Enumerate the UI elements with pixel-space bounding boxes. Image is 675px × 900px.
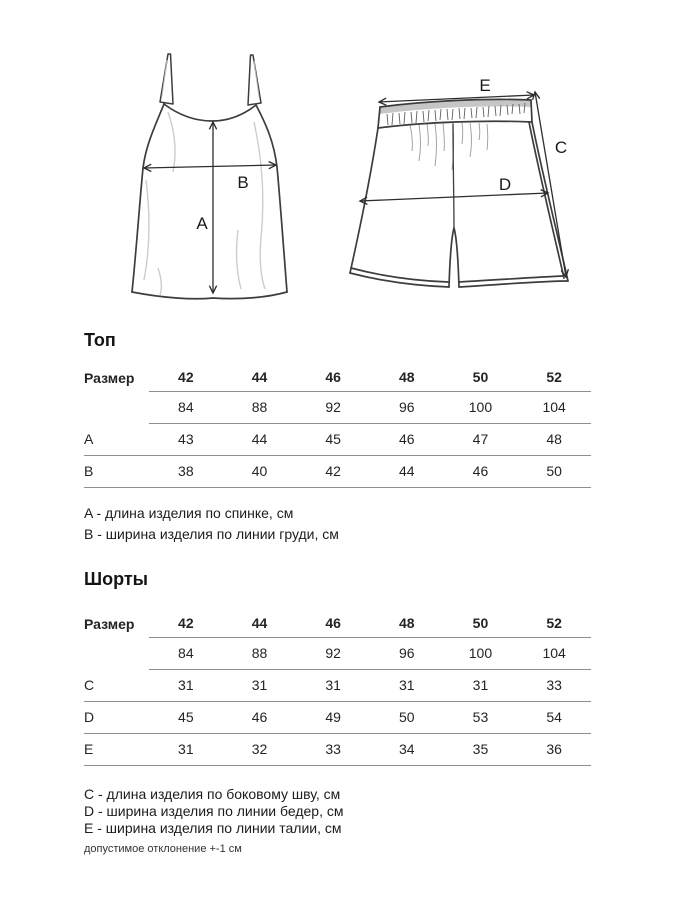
row-label: A bbox=[84, 423, 149, 455]
legend-line: C - длина изделия по боковому шву, см bbox=[84, 786, 341, 802]
measurement-arrows bbox=[360, 92, 566, 277]
row-label bbox=[84, 391, 149, 423]
row-label: E bbox=[84, 733, 149, 765]
legend-line: E - ширина изделия по линии талии, см bbox=[84, 820, 342, 836]
size-value-cell: 44 bbox=[223, 423, 297, 455]
top-size-table bbox=[84, 364, 591, 488]
size-column-header: 44 bbox=[223, 364, 297, 391]
size-value-cell: 46 bbox=[444, 455, 518, 487]
size-value-cell: 46 bbox=[370, 423, 444, 455]
size-value-cell: 32 bbox=[223, 733, 297, 765]
table-row bbox=[84, 364, 591, 391]
size-value-cell: 53 bbox=[444, 701, 518, 733]
shorts-garment-drawing bbox=[335, 70, 580, 305]
legend-line: D - ширина изделия по линии бедер, см bbox=[84, 803, 344, 819]
size-value-cell: 49 bbox=[296, 701, 370, 733]
size-value-cell: 50 bbox=[517, 455, 591, 487]
size-column-header: 42 bbox=[149, 364, 223, 391]
table-row bbox=[84, 391, 591, 423]
shorts-section-title: Шорты bbox=[84, 569, 149, 589]
size-value-cell: 48 bbox=[517, 423, 591, 455]
size-column-header: 46 bbox=[296, 364, 370, 391]
row-label: C bbox=[84, 669, 149, 701]
measure-label-a: A bbox=[196, 214, 208, 233]
size-value-cell: 33 bbox=[517, 669, 591, 701]
size-value-cell: 45 bbox=[149, 701, 223, 733]
row-label bbox=[84, 637, 149, 669]
side-seam-arrow-c bbox=[535, 92, 566, 277]
size-value-cell: 84 bbox=[149, 637, 223, 669]
shorts-size-table bbox=[84, 610, 591, 766]
size-value-cell: 92 bbox=[296, 637, 370, 669]
shoulder-straps bbox=[160, 54, 261, 105]
legend-line: A - длина изделия по спинке, см bbox=[84, 505, 294, 521]
size-column-header: 50 bbox=[444, 364, 518, 391]
size-value-cell: 100 bbox=[444, 391, 518, 423]
size-column-header: 42 bbox=[149, 610, 223, 637]
top-garment-drawing bbox=[118, 38, 303, 303]
measurement-arrows bbox=[144, 122, 276, 293]
size-row-label: Размер bbox=[84, 615, 135, 632]
size-value-cell: 35 bbox=[444, 733, 518, 765]
table-row bbox=[84, 733, 591, 765]
top-legend bbox=[84, 503, 339, 545]
top-section-title: Топ bbox=[84, 330, 116, 350]
size-value-cell: 45 bbox=[296, 423, 370, 455]
size-row-label: Размер bbox=[84, 369, 135, 386]
size-value-cell: 36 bbox=[517, 733, 591, 765]
size-column-header: 48 bbox=[370, 610, 444, 637]
size-value-cell: 100 bbox=[444, 637, 518, 669]
legend-line: B - ширина изделия по линии груди, см bbox=[84, 526, 339, 542]
size-value-cell: 50 bbox=[370, 701, 444, 733]
size-value-cell: 31 bbox=[149, 669, 223, 701]
size-value-cell: 96 bbox=[370, 637, 444, 669]
size-value-cell: 104 bbox=[517, 391, 591, 423]
shorts-legend bbox=[84, 786, 344, 837]
size-value-cell: 54 bbox=[517, 701, 591, 733]
table-row bbox=[84, 637, 591, 669]
size-value-cell: 34 bbox=[370, 733, 444, 765]
size-value-cell: 31 bbox=[370, 669, 444, 701]
size-value-cell: 104 bbox=[517, 637, 591, 669]
size-value-cell: 31 bbox=[149, 733, 223, 765]
size-value-cell: 47 bbox=[444, 423, 518, 455]
size-value-cell: 33 bbox=[296, 733, 370, 765]
size-value-cell: 31 bbox=[444, 669, 518, 701]
table-row bbox=[84, 701, 591, 733]
tolerance-note: допустимое отклонение +-1 см bbox=[84, 843, 242, 855]
size-value-cell: 96 bbox=[370, 391, 444, 423]
size-column-header: 52 bbox=[517, 364, 591, 391]
size-value-cell: 31 bbox=[223, 669, 297, 701]
size-value-cell: 84 bbox=[149, 391, 223, 423]
size-column-header: 46 bbox=[296, 610, 370, 637]
measure-label-d: D bbox=[498, 175, 512, 194]
chest-arrow-b bbox=[144, 165, 276, 168]
camisole-outline bbox=[132, 104, 287, 299]
size-value-cell: 31 bbox=[296, 669, 370, 701]
size-column-header: 48 bbox=[370, 364, 444, 391]
table-row bbox=[84, 455, 591, 487]
size-value-cell: 44 bbox=[370, 455, 444, 487]
row-label: D bbox=[84, 701, 149, 733]
size-value-cell: 38 bbox=[149, 455, 223, 487]
size-value-cell: 42 bbox=[296, 455, 370, 487]
table-row bbox=[84, 610, 591, 637]
row-label: B bbox=[84, 455, 149, 487]
size-value-cell: 92 bbox=[296, 391, 370, 423]
table-row bbox=[84, 669, 591, 701]
size-column-header: 44 bbox=[223, 610, 297, 637]
size-column-header: 52 bbox=[517, 610, 591, 637]
size-value-cell: 88 bbox=[223, 637, 297, 669]
fabric-fold-lines bbox=[144, 112, 265, 295]
size-value-cell: 43 bbox=[149, 423, 223, 455]
size-value-cell: 88 bbox=[223, 391, 297, 423]
measure-label-b: B bbox=[237, 173, 249, 192]
drawstring-wrinkles bbox=[410, 123, 488, 170]
size-value-cell: 40 bbox=[223, 455, 297, 487]
size-column-header: 50 bbox=[444, 610, 518, 637]
measure-label-c: C bbox=[554, 138, 568, 157]
table-row bbox=[84, 423, 591, 455]
measure-label-e: E bbox=[479, 76, 491, 95]
size-value-cell: 46 bbox=[223, 701, 297, 733]
